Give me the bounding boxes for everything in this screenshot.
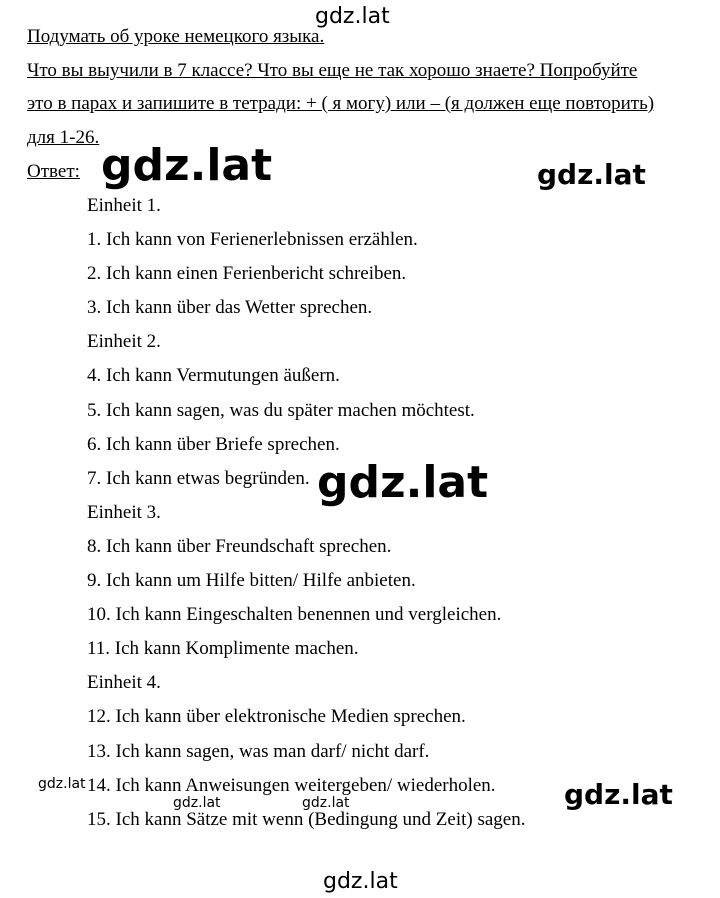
unit-heading: Einheit 3. xyxy=(87,501,161,523)
watermark-medium: gdz.lat xyxy=(537,158,646,191)
list-item: 7. Ich kann etwas begründen. xyxy=(87,467,310,489)
list-item: 2. Ich kann einen Ferienbericht schreiben. xyxy=(87,263,407,285)
task-line-4: для 1-26. xyxy=(27,127,100,148)
watermark-bottom: gdz.lat xyxy=(323,869,398,894)
watermark-small: gdz.lat xyxy=(302,795,350,811)
task-line-3: это в парах и запишите в тетради: + ( я могу) или – (я должен еще повторить) xyxy=(27,93,655,114)
list-item: 4. Ich kann Vermutungen äußern. xyxy=(87,365,340,387)
list-item: 13. Ich kann sagen, was man darf/ nicht darf. xyxy=(87,740,430,762)
watermark-large: gdz.lat xyxy=(317,457,489,508)
list-item: 10. Ich kann Eingeschalten benennen und vergleichen. xyxy=(87,604,502,626)
unit-heading: Einheit 1. xyxy=(87,195,161,216)
list-item: 15. Ich kann Sätze mit wenn (Bedingung und Zeit) sagen. xyxy=(87,808,526,830)
list-item: 12. Ich kann über elektronische Medien sprechen. xyxy=(87,706,466,728)
list-item: 5. Ich kann sagen, was du später machen möchtest. xyxy=(87,399,475,421)
list-item: 1. Ich kann von Ferienerlebnissen erzählen. xyxy=(87,229,418,251)
watermark-small: gdz.lat xyxy=(38,776,86,792)
watermark-top: gdz.lat xyxy=(315,4,390,29)
watermark-large: gdz.lat xyxy=(101,140,273,191)
watermark-small: gdz.lat xyxy=(173,795,221,811)
list-item: 9. Ich kann um Hilfe bitten/ Hilfe anbieten. xyxy=(87,570,416,592)
list-item: 3. Ich kann über das Wetter sprechen. xyxy=(87,297,373,319)
task-line-1: Подумать об уроке немецкого языка. xyxy=(27,26,325,47)
list-item: 11. Ich kann Komplimente machen. xyxy=(87,638,359,660)
list-item: 6. Ich kann über Briefe sprechen. xyxy=(87,433,340,455)
answer-label: Ответ: xyxy=(27,161,80,182)
unit-heading: Einheit 4. xyxy=(87,672,161,694)
list-item: 8. Ich kann über Freundschaft sprechen. xyxy=(87,535,392,557)
unit-heading: Einheit 2. xyxy=(87,331,161,353)
watermark-medium: gdz.lat xyxy=(564,778,673,811)
task-line-2: Что вы выучили в 7 классе? Что вы еще не так хорошо знаете? Попробуйте xyxy=(27,60,638,81)
list-item: 14. Ich kann Anweisungen weitergeben/ wiederholen. xyxy=(87,774,496,796)
answer-list xyxy=(87,195,525,843)
